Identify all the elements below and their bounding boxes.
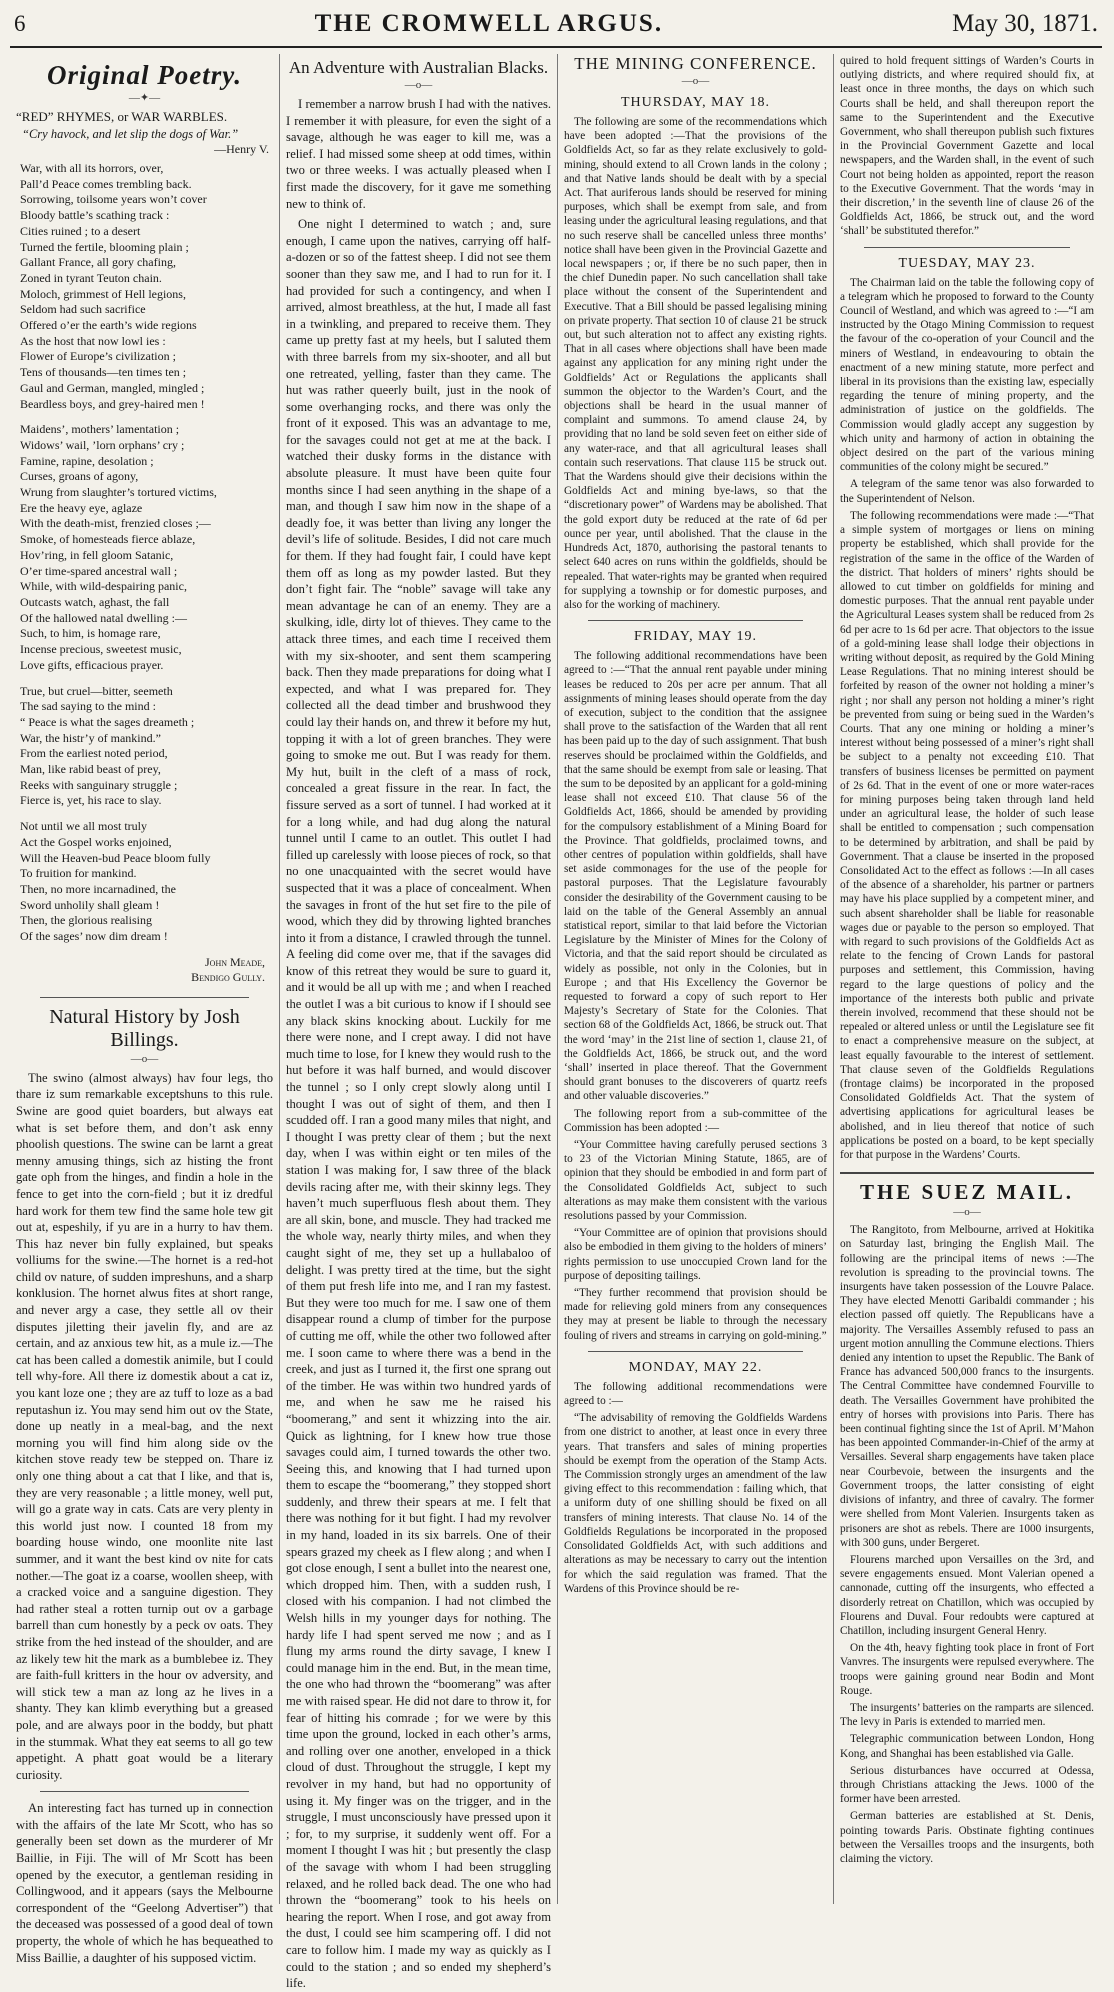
poem-line: Not until we all most truly bbox=[20, 819, 147, 834]
poem-line: Maidens’, mothers’ lamentation ; bbox=[20, 422, 180, 437]
issue-date: May 30, 1871. bbox=[952, 10, 1098, 37]
section-rule bbox=[588, 1351, 803, 1352]
poem-line: Of the sages’ now dim dream ! bbox=[20, 929, 168, 944]
small-divider: —o— bbox=[130, 1052, 159, 1065]
article-paragraph: Flourens marched upon Versailles on the 3rd, and severe engagements ensued. Mont Valerian opened a cannonade, cutting off the insurgents, who effected a disorderly retreat on Chatillon, which was occupied by Flourens and Duval. Four redoubts were captured at Chatillon, including insurgent General Henry. bbox=[840, 1553, 1094, 1637]
suez-mail-heading: THE SUEZ MAIL. bbox=[840, 1172, 1094, 1205]
article-paragraph: The following recommendations were made :—“That a simple system of mortgages or liens on mining property be established, which shall provide for the registration of the same in the office of the Warden of the district. That holders of miners’ rights should be allowed to cut timber on goldfields for mining and domestic purposes. That the annual rent payable under the Agricultural Leases system shall be reduced from 2s 6d per acre to 1s 6d per acre. That objectors to the issue of a gold-mining lease shall lodge their objections in writing without deposit, as required by the Gold Mining Lease Regulations. That no mining interest should be forfeited by reason of the owner not holding a miner’s right ; nor shall any person not holding a miner’s right be prevented from suing or being sued in the Warden’s Courts. That any one mining or holding a miner’s interest without being possessed of a miner’s right shall be subject to a penalty not exceeding £10. That transfers of business licenses be permitted on payment of 2s 6d. That in the event of one or more water-races for mining purposes being taken through land held under an agricultural lease, the holder of such lease shall be entitled to compensation ; such compensation to be determined by arbitration, and shall be paid by Government. That a clause be inserted in the proposed Consolidated Act to the effect as follows :—In all cases of the absence of a shareholder, his partner or partners may have his place supplied by a competent miner, and such absent shareholder shall be liable for reasonable wages due or payable to the person so employed. That with regard to such provisions of the Goldfields Act as relate to the fencing of Crown Lands for pastoral purposes and settlement, this Commission, having regard to the large questions of policy and the importance of the interests both public and private therein involved, recommend that these should not be repealed or altered unless or until the Legislature see fit to enact a comprehensive measure on the subject, at least equally favourable to the interest of settlement. That clause seven of the Goldfields Regulations (frontage claims) be incorporated in the proposed Consolidated Goldfields Act. That the system of advertising applications for agricultural leases be abolished, and in lieu thereof that notice of such applications be posted on a board, to be kept specially for that purpose in the Wardens’ Courts. bbox=[840, 509, 1094, 1162]
article-paragraph: The following additional recommendations have been agreed to :—“That the annual rent payable under mining leases be reduced to 20s per acre per annum. That all assignments of mining leases should operate from the day of execution, subject to the condition that the assignee shall prove to the satisfaction of the Warden that all rent has been paid up to the day of such assignment. That bush reserves should be proclaimed within the Goldfields, and that the same should be exempt from sale or leasing. That the sum to be deposited by an applicant for a gold-mining lease shall not exceed £10. That clause 56 of the Goldfields Act, 1866, should be amended by providing for the compulsory establishment of a Mining Board for the Province. That goldfields, proclaimed towns, and other centres of population within goldfields, shall have set aside commonages for the use of the people for pastoral purposes. That the Legislature favourably consider the desirability of the Government causing to be laid on the table of the General Assembly an annual statistical report, similar to that laid before the Victorian Legislature by the Minister of Mines for the Colony of Victoria, and that the said report should be circulated as widely as possible, not only in the Colonies, but in Europe ; and that His Excellency the Governor be requested to forward a copy of such report to Her Majesty’s Secretary of State for the Colonies. That section 68 of the Goldfields Act, 1866, be struck out. That the word ‘may’ in the 21st line of section 1, clause 21, of the Goldfields Act, 1866, be struck out, and the word ‘shall’ inserted in place thereof. That the Government should grant bonuses to the discoverers of quartz reefs and other valuable discoveries.” bbox=[564, 650, 827, 1103]
poem-line: Zoned in tyrant Teuton chain. bbox=[20, 270, 162, 285]
billings-heading: Natural History by Josh Billings. bbox=[49, 1005, 240, 1051]
small-divider: —o— bbox=[953, 1206, 981, 1219]
section-dateline: THURSDAY, MAY 18. bbox=[620, 95, 770, 110]
poem-line: Of the hallowed natal dwelling :— bbox=[20, 610, 187, 625]
poem-title: “RED” RHYMES, or WAR WARBLES. bbox=[16, 109, 228, 124]
poem-line: Famine, rapine, desolation ; bbox=[20, 453, 154, 468]
article-paragraph: On the 4th, heavy fighting took place in front of Fort Vanvres. The insurgents were repulsed everywhere. The troops were gaining ground near Bodin and Mont Rouge. bbox=[840, 1642, 1094, 1697]
poem-line: Cities ruined ; to a desert bbox=[20, 223, 141, 238]
poem-stanzas bbox=[16, 161, 273, 945]
article-paragraph: The following report from a sub-committee of the Commission has been adopted :— bbox=[564, 1107, 827, 1134]
poem-line: Such, to him, is homage rare, bbox=[20, 626, 161, 641]
poem-line: Moloch, grimmest of Hell legions, bbox=[20, 286, 186, 301]
article-paragraph: Serious disturbances have occurred at Odessa, through Christians attacking the Jews. 1000 of the former have been arrested. bbox=[840, 1764, 1094, 1806]
billings-article: The swino (almost always) hav four legs, tho thare iz sum remarkable exceptshuns to this rule. Swine are good quiet boarders, but always eat what is set before them, and don’t ask enny phoolish questions. The swine can be larnt a great menny amusing things, sich az histing the front gate oph from the hinges, and findin a hole in the fence to get into the corn-field ; but it iz dredful hard work for them tew find the same hole tew git out at, espeshily, if yu are in a hurry to hav them. This haz never bin fully explained, but speaks volliums for the swine.—The hornet is a red-hot child ov nature, of sudden impreshuns, and a sharp konklusion. The hornet alwus fites at short range, and never argy a case, they settle all ov their disputes jiletting their javelin fly, and are az certain, and az anxious tew hit, as a mule iz.—The cat has been called a domestik animile, but I could tell why-fore. All there iz domestik about a cat iz, you kant loze one ; they are az tuff to loze as a bad reputashun iz. You may send him out ov the State, done up neatly in a meal-bag, and the next morning you will find him along side ov the kitchen stove ready tew be stepped on. Thare iz only one thing about a cat that I like, and that is, they are very reasonable ; a little money, well put, will go a grate way in cats. Cats are very plenty in this world just now. I counted 18 from my boarding house windo, one moonlite nite last summer, and it want the best kind ov nite for cats nother.—The goat iz a coarse, woollen sheep, with a cracked voice and a sanguine digestion. They had rather steal a rotten turnip out ov a garbage barrell than cum honestly by a peck ov oats. They strike from the hed instead of the shoulder, and are az likely tew hit the mark as a bumblebee iz. They are faith-full kritters in the hour ov adversity, and will stick tew a man az long az he lives in a shanty. They kan klimb everything but a greased pole, and are always poor in the boddy, but phatt in the stummak. What they eat seems to all go tew appetight. A phatt goat would be a literary curiosity. bbox=[16, 1070, 273, 1782]
section-rule bbox=[40, 1791, 249, 1792]
poem-line: Incense precious, sweetest music, bbox=[20, 642, 182, 657]
column-3 bbox=[558, 54, 834, 1904]
section-rule bbox=[588, 620, 803, 621]
section-rule bbox=[864, 247, 1070, 248]
poem-line: Hov’ring, in fell gloom Satanic, bbox=[20, 547, 174, 562]
article-paragraph: The following additional recommendations were agreed to :— bbox=[564, 1380, 827, 1408]
poem-line: Fierce is, yet, his race to slay. bbox=[20, 793, 162, 808]
poem-line: Act the Gospel works enjoined, bbox=[20, 834, 172, 849]
poem-line: Flower of Europe’s civilization ; bbox=[20, 349, 176, 364]
poem-line: Beardless boys, and grey-haired men ! bbox=[20, 396, 205, 411]
section-dateline: MONDAY, MAY 22. bbox=[628, 1359, 763, 1375]
epigraph-author: —Henry V. bbox=[214, 142, 269, 156]
poem-line: Man, like rabid beast of prey, bbox=[20, 762, 161, 777]
newspaper-title: THE CROMWELL ARGUS. bbox=[314, 10, 664, 37]
poem-location: Bendigo Gully. bbox=[191, 969, 265, 984]
article-paragraph: “They further recommend that provision should be made for relieving gold miners from any consequences they may at present be liable to through the necessary fouling of rivers and streams in carrying on gold-mining.” bbox=[564, 1287, 827, 1342]
poem-line: Smoke, of homesteads fierce ablaze, bbox=[20, 532, 196, 547]
poem-line: Ere the heavy eye, aglaze bbox=[20, 500, 143, 515]
poem-line: O’er time-spared ancestral wall ; bbox=[20, 563, 178, 578]
article-paragraph: “Your Committee having carefully perused sections 3 to 23 of the Victorian Mining Statute, 1865, are of opinion that they should be embodied in and form part of the Consolidated Goldfields Act, subject to such alterations as may make them consistent with the various resolutions passed by your Commission. bbox=[564, 1139, 827, 1223]
column-4 bbox=[834, 54, 1100, 1904]
poem-line: Gaul and German, mangled, mingled ; bbox=[20, 380, 205, 395]
poem-line: Turned the fertile, blooming plain ; bbox=[20, 239, 189, 254]
poem-line: The sad saying to the mind : bbox=[20, 699, 156, 714]
poem-line: Outcasts watch, aghast, the fall bbox=[20, 594, 170, 609]
article-paragraph: I remember a narrow brush I had with the natives. I remember it with pleasure, for even the sight of a savage, although he was eager to kill me, was a relief. I had missed some sheep at odd times, within two or three weeks. I was actually pleased when I first made the discovery, for it gave me something new to think of. bbox=[286, 97, 551, 211]
poem-line: Pall’d Peace comes trembling back. bbox=[20, 176, 192, 191]
poem-line: Wrung from slaughter’s tortured victims, bbox=[20, 485, 217, 500]
column-2 bbox=[280, 54, 558, 1991]
scott-article: An interesting fact has turned up in connection with the affairs of the late Mr Scott, who has so generally been set down as the murderer of Mr Baillie, in Fiji. The will of Mr Scott has been opened by the executor, a gentleman residing in Collingwood, and it appears (says the Melbourne correspondent of the “Geelong Advertiser”) that the deceased was possessed of a good deal of town property, the whole of which he has bequeathed to Miss Baillie, a daughter of his supposed victim. bbox=[16, 1801, 273, 1965]
small-divider: —o— bbox=[404, 79, 433, 91]
columns bbox=[10, 54, 1102, 1991]
poem-stanza bbox=[20, 819, 273, 945]
poem-stanza bbox=[20, 684, 273, 810]
masthead bbox=[10, 10, 1102, 48]
tuesday-article bbox=[840, 276, 1094, 1163]
poem-line: Bloody battle’s scathing track : bbox=[20, 208, 170, 223]
conference-continuation: quired to hold frequent sittings of Warden’s Courts in outlying districts, and where required should fix, at least once in three months, the days on which such Courts shall be held, and shall thereupon report the same to the Superintendent and the Executive Government, who shall thereupon publish such fixtures in the Provincial Government Gazette and local newspapers, and the Warden shall, in the event of such Court not being holden as appointed, report the reason to the Executive Government. That the words ‘may in their discretion,’ in the seventh line of clause 26 of the Goldfields Act, 1866, be struck out, and the word ‘shall’ be substituted therefor.” bbox=[840, 55, 1094, 238]
tuesday-dateline: TUESDAY, MAY 23. bbox=[898, 255, 1036, 271]
poem-signature: John Meade, bbox=[205, 954, 265, 969]
article-paragraph: One night I determined to watch ; and, sure enough, I came upon the natives, carrying off half-a-dozen or so of the fattest sheep. I did not see them sooner than they saw me, and I had to run for it. I had provided for such a contingency, and when I arrived, almost breathless, at the hut, I made all fast in a twinkling, and prepared to receive them. They came up pretty fast at my heels, but I saluted them with three barrels from my six-shooter, and all but one retreated, yelling, faster than they came. The hut was rather queerly built, just in the nook of some overhanging rocks, and there was only the front of it exposed. This was an advantage to me, for the savages could not get at me at the back. I watched their dusky forms in the distance with absolute pleasure. It must have been quite four months since I had seen anything in the shape of a man, and though I saw him now in the shape of a deadly foe, it was better than living any longer the devil’s life of solitude. Besides, I did not care much for them. If they had fought fair, I could have kept them off as long as my powder lasted. But they don’t fight fair. The “noble” savage will take any mean advantage he can of an enemy. They are a skulking, idle, dirty lot of thieves. They came to the attack three times, and each time I received them with my six-shooter, and sent them scampering back. Then they made preparations for doing what I expected, and what I was prepared for. They collected all the dead timber and brushwood they could lay their hands on, and threw it before my hut, topping it with a lot of green branches. They were going to smoke me out. But I was ready for them. My hut, built in the cleft of a mass of rock, concealed a great fissure in the rear. In fact, the fissure served as a sort of tunnel. I had worked at it for a long while, and had dug along the natural tunnel until I came to an outlet. This outlet I had filled up carelessly with loose pieces of rock, so that no one unacquainted with the secret would have suspected that it was a place of concealment. When the savages in front of the hut set fire to the pile of wood, which they did by throwing lighted branches into it from a distance, I crawled through the tunnel. A feeling did come over me, that if the savages did know of this retreat they would be sure to guard it, and it would be all up with me ; and when I reached the outlet I was a bit curious to know if I should see any black skins knocking about. Luckily for me there were none, and I crept away. I did not have much time to lose, for I knew they would rush to the hut before it was half burned, and would discover the tunnel ; so I only crept slowly along until I thought I was out of sight of them, and then I scudded off. I ran a good many miles that night, and I thought I was pretty clear of them ; but the next day, when I was within eight or ten miles of the station I was making for, I saw three of the black devils racing after me, with their skinny legs. They haven’t much superfluous flesh about them. They are all skin, bone, and muscle. They had tracked me the whole way, nearly thirty miles, and when they caught sight of me, they set up a hullabaloo of delight. I was pretty tired at the time, but the sight of them put fresh life into me, and I ran my fastest. But they were too much for me. I saw one of them disappear round a clump of timber for the purpose of cutting me off, while the other two followed after me. I soon came to where there was a bend in the creek, and just as I turned it, the first one sprang out of the timber. He was within two hundred yards of me, and when he saw me he raised his “boomerang,” and sent it whizzing into the air. Quick as lightning, for I knew how true those savages could aim, I turned towards the other two. Seeing this, and knowing that I had turned upon them to escape the “boomerang,” they stopped short suddenly, and threw their spears at me. I felt that there was nothing for it but fight. I had my revolver in my hand, loaded in its six barrels. One of their spears grazed my cheek as I flew along ; and when I got close enough, I sent a bullet into the nearest one, which dropped him. Then, with a sudden rush, I closed with his companion. I had not climbed the Welsh hills in my younger days for nothing. The hardy life I had spent served me now ; and as I flung my arms round the dirty savage, I knew I could manage him in the end. But, in the mean time, the one who had thrown the “boomerang” was after me with raised spear. He did not dare to throw it, for fear of hitting his comrade ; for we were by this time upon the ground, locked in each other’s arms, and rolling over one another, enveloped in a thick cloud of dust. Throughout the struggle, I kept my revolver in my hand, but had no opportunity of using it. My finger was on the trigger, and in the struggle, I must unconsciously have pressed upon it ; for, to my surprise, it suddenly went off. For a moment I thought I was hit ; but presently the clasp of the savage with whom I had been struggling relaxed, and he rolled back dead. The one who had thrown the “boomerang” took to his heels on hearing the report. When I rose, and got away from the dust, I could see him scampering off. I did not care to follow him. I made my way as quickly as I could to the station ; and so ended my shepherd’s life. bbox=[286, 217, 551, 1991]
poem-line: Sword unholily shall gleam ! bbox=[20, 897, 160, 912]
article-paragraph: A telegram of the same tenor was also forwarded to the Superintendent of Nelson. bbox=[840, 478, 1094, 505]
poem-line: Reeks with sanguinary struggle ; bbox=[20, 777, 178, 792]
poem-line: Tens of thousands—ten times ten ; bbox=[20, 365, 187, 380]
poem-line: Widows’ wail, ’lorn orphans’ cry ; bbox=[20, 437, 185, 452]
section-rule bbox=[40, 997, 249, 998]
ornament-divider: —✦— bbox=[128, 92, 161, 104]
poem-line: From the earliest noted period, bbox=[20, 746, 168, 761]
mining-conference-heading: THE MINING CONFERENCE. bbox=[574, 54, 817, 73]
poem-line: True, but cruel—bitter, seemeth bbox=[20, 683, 173, 698]
small-divider: —o— bbox=[681, 75, 710, 87]
poem-line: War, with all its horrors, over, bbox=[20, 161, 164, 175]
article-paragraph: German batteries are established at St. Denis, pointing towards Paris. Obstinate fighting continues between the Versailles troops and the insurgents, both claiming the victory. bbox=[840, 1810, 1094, 1865]
page-number: 6 bbox=[14, 11, 26, 36]
poem-line: “ Peace is what the sages dreameth ; bbox=[20, 714, 195, 729]
column-1 bbox=[10, 54, 280, 1965]
article-paragraph: “The advisability of removing the Goldfields Wardens from one district to another, at least once in every three years. That transfers and sales of mining properties should be exempt from the operation of the Stamp Acts. The Commission strongly urges an amendment of the law giving effect to this recommendation : failing which, that a uniform duty of one shilling should be fixed on all transfers of mining interests. That clause No. 14 of the Goldfields Regulations be incorporated in the proposed Consolidated Goldfields Act, with such additions and alterations as may be necessary to carry out the intention for which the said regulation was framed. That the Wardens of this Province should be re- bbox=[564, 1412, 827, 1595]
article-paragraph: The following are some of the recommendations which have been adopted :—That the provisions of the Goldfields Act, so far as they relate exclusively to gold-mining, should extend to all Crown lands in the colony ; and that Native lands should be dealt with by a special Act. That auriferous lands should be reserved for mining purposes, which shall be exempt from sale, and from leasing under the agricultural leasing regulations, and that no such reserve shall be cancelled unless three months’ notice shall have been given in the Provincial Gazette and local newspapers ; or, if there be no such paper, then in the chief Dunedin paper. No such cancellation shall take place without the consent of the Superintendent and Executive. That a Bill should be passed legalising mining on private property. That section 10 of clause 21 be struck out, but such alteration not to affect any existing rights. That in all cases where objections shall have been made against any application for any mining right under the Goldfields’ Act or Regulations the applicants shall summon the objector to the Warden’s Court, and the objections shall be heard in the usual manner of complaint and summons. To amend clause 24, by providing that no land be sold seven feet on either side of any water-race, and that all agricultural leases shall contain such reservations. That clause 115 be struck out. That the Wardens should give their decisions within the Goldfields Act and mining bye-laws, so that the “discretionary power” of Wardens may be abolished. That the gold export duty be reduced at the rate of 6d per ounce per year, until abolished. That the clause in the Hundreds Act, 1870, authorising the pastoral tenants to select 640 acres on runs within the goldfields, should be repealed. That water-rights may be granted when required for supplying a township or for domestic purposes, and also for the working of machinery. bbox=[564, 116, 827, 611]
poem-line: Offered o’er the earth’s wide regions bbox=[20, 318, 197, 333]
poem-line: As the host that now lowl ies : bbox=[20, 333, 166, 348]
article-paragraph: The insurgents’ batteries on the ramparts are silenced. The levy in Paris is extended to married men. bbox=[840, 1701, 1094, 1729]
poem-line: War, the histr’y of mankind.” bbox=[20, 730, 161, 745]
poem-line: Then, the glorious realising bbox=[20, 913, 152, 928]
poem-line: Will the Heaven-bud Peace bloom fully bbox=[20, 850, 211, 865]
poem-line: Curses, groans of agony, bbox=[20, 469, 139, 484]
poem-line: Love gifts, efficacious prayer. bbox=[20, 657, 164, 672]
poem-line: Then, no more incarnadined, the bbox=[20, 881, 176, 896]
article-paragraph: Telegraphic communication between London, Hong Kong, and Shanghai has been established via Galle. bbox=[840, 1733, 1094, 1760]
poem-line: While, with wild-despairing panic, bbox=[20, 579, 187, 594]
article-paragraph: “Your Committee are of opinion that provisions should also be embodied in them giving to the holders of miners’ rights permission to use unoccupied Crown land for the purpose of depositing tailings. bbox=[564, 1227, 827, 1282]
poem-line: Seldom had such sacrifice bbox=[20, 302, 146, 317]
adventure-article bbox=[286, 96, 551, 1992]
suez-mail-article bbox=[840, 1223, 1094, 1866]
adventure-heading: An Adventure with Australian Blacks. bbox=[288, 58, 549, 77]
article-paragraph: The Rangitoto, from Melbourne, arrived at Hokitika on Saturday last, bringing the English Mail. The following are the principal items of news :—The revolution is spreading to the provincial towns. The insurgents have taken possession of the Louvre Palace. They have elected Menotti Garibaldi commander ; his election passed off quietly. The Republicans have a majority. The Versailles Assembly refused to pass an urgent motion annulling the Commune elections. Thiers denied any intention to upset the Republic. The Bank of France has advanced 500,000 francs to the insurgents. The Central Committee have condemned Fourville to death. The Versailles Government have prohibited the entry of horses with provisions into Paris. There has been continual fighting since the 1st of April. M’Mahon has been appointed Commander-in-Chief of the army at Versailles. Several sharp engagements have taken place near Courbevoie, between the insurgents and the Government troops, the latter consisting of eight divisions of infantry, and three of cavalry. The former were shelled from Mont Valerien. Insurgents taken as prisoners are shot as rebels. There are 1000 insurgents, with 300 guns, under Bergeret. bbox=[840, 1224, 1094, 1549]
poem-epigraph: “Cry havock, and let slip the dogs of War.” bbox=[22, 127, 239, 141]
poetry-heading: Original Poetry. bbox=[47, 60, 242, 90]
article-paragraph: The Chairman laid on the table the following copy of a telegram which he proposed to forward to the County Council of Westland, and which was agreed to :—“I am instructed by the Otago Mining Commission to request the favour of the co-operation of your Council and the miners of Westland, in endeavouring to obtain the enactment of a new mining statute, more perfect and liberal in its provisions than the existing law, especially regarding the tenure of mining property, and the administration of justice on the goldfields. The Commission would gladly accept any suggestion by which unity and harmony of action in obtaining the object desired on the part of the various mining communities of the colony might be secured.” bbox=[840, 276, 1094, 474]
mining-conference-article bbox=[564, 95, 827, 1596]
poem-line: To fruition for mankind. bbox=[20, 866, 137, 881]
poem-line: With the death-mist, frenzied closes ;— bbox=[20, 516, 211, 531]
poem-stanza bbox=[20, 422, 273, 673]
poem-line: Sorrowing, toilsome years won’t cover bbox=[20, 192, 207, 207]
poem-line: Gallant France, all gory chafing, bbox=[20, 255, 176, 270]
poem-stanza bbox=[20, 161, 273, 412]
section-dateline: FRIDAY, MAY 19. bbox=[634, 629, 757, 645]
